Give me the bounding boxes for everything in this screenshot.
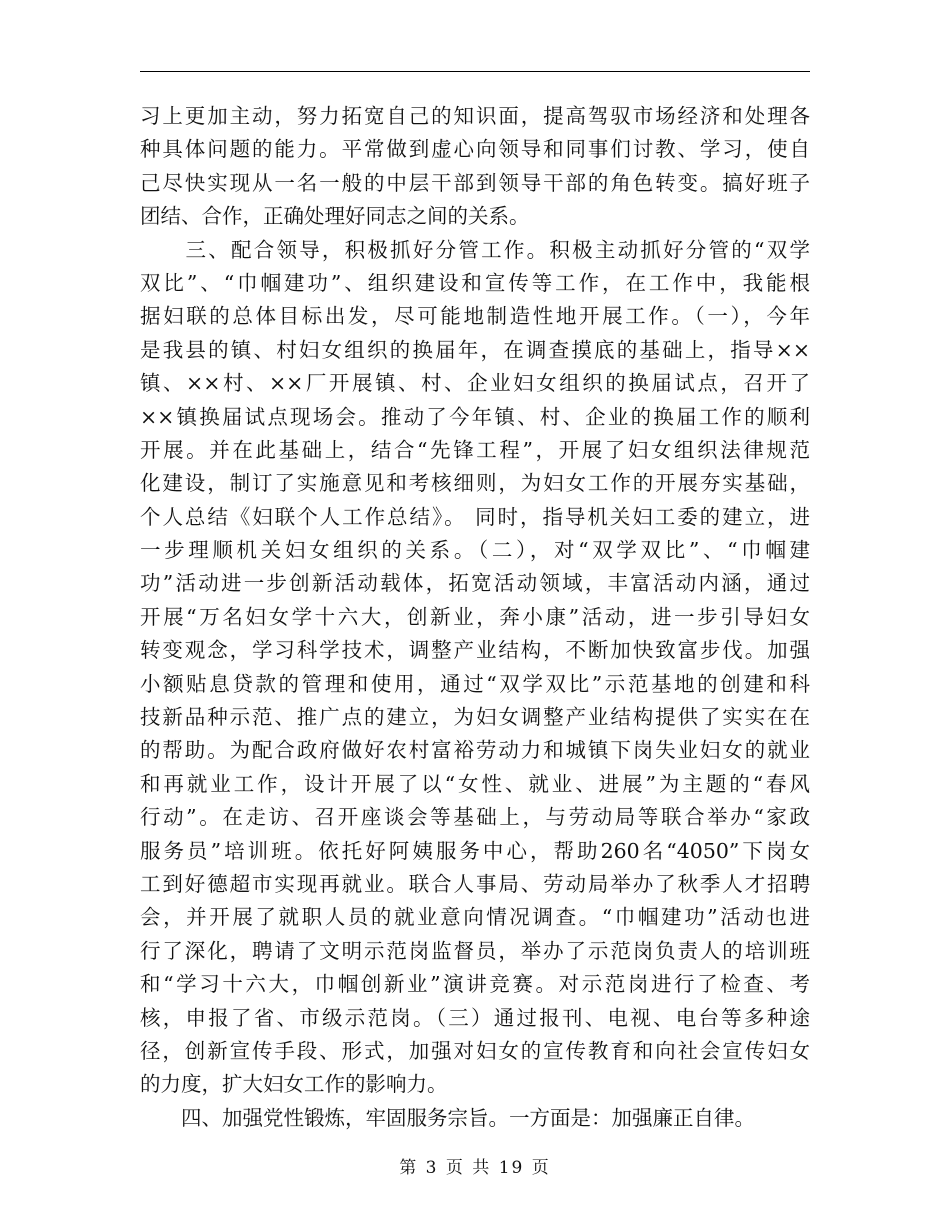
text-line: 团结、合作，正确处理好同志之间的关系。 bbox=[140, 204, 530, 229]
text-line: 的力度，扩大妇女工作的影响力。 bbox=[140, 1072, 448, 1097]
text-line: 己尽快实现从一名一般的中层干部到领导干部的角色转变。搞好班子 bbox=[140, 170, 810, 195]
text-line: 行了深化，聘请了文明示范岗监督员，举办了示范岗负责人的培训班 bbox=[140, 938, 810, 963]
text-line: 是我县的镇、村妇女组织的换届年，在调查摸底的基础上，指导×× bbox=[140, 337, 810, 362]
text-line: 一步理顺机关妇女组织的关系。（二），对“双学双比”、“巾帼建 bbox=[140, 538, 810, 563]
text-line: 开展“万名妇女学十六大，创新业，奔小康”活动，进一步引导妇女 bbox=[140, 604, 810, 629]
text-line: 工到好德超市实现再就业。联合人事局、劳动局举办了秋季人才招聘 bbox=[140, 871, 810, 896]
text-line: ××镇换届试点现场会。推动了今年镇、村、企业的换届工作的顺利 bbox=[140, 404, 810, 429]
text-line: 功”活动进一步创新活动载体，拓宽活动领域，丰富活动内涵，通过 bbox=[140, 571, 810, 596]
text-line: 核，申报了省、市级示范岗。（三）通过报刊、电视、电台等多种途 bbox=[140, 1005, 810, 1030]
text-line: 习上更加主动，努力拓宽自己的知识面，提高驾驭市场经济和处理各 bbox=[140, 104, 810, 128]
text-line: 和再就业工作，设计开展了以“女性、就业、进展”为主题的“春风 bbox=[140, 771, 810, 796]
text-line: 转变观念，学习科学技术，调整产业结构，不断加快致富步伐。加强 bbox=[140, 638, 810, 663]
text-line: 径，创新宣传手段、形式，加强对妇女的宣传教育和向社会宣传妇女 bbox=[140, 1038, 810, 1063]
document-body bbox=[140, 100, 810, 1135]
header-rule bbox=[140, 71, 810, 72]
text-line: 开展。并在此基础上，结合“先锋工程”，开展了妇女组织法律规范 bbox=[140, 437, 810, 462]
text-line: 双比”、“巾帼建功”、组织建设和宣传等工作，在工作中，我能根 bbox=[140, 270, 810, 295]
text-line: 会，并开展了就职人员的就业意向情况调查。“巾帼建功”活动也进 bbox=[140, 905, 810, 930]
text-line: 个人总结《妇联个人工作总结》。 同时，指导机关妇工委的建立，进 bbox=[140, 504, 810, 529]
text-line: 行动”。在走访、召开座谈会等基础上，与劳动局等联合举办“家政 bbox=[140, 805, 810, 830]
text-line: 化建设，制订了实施意见和考核细则，为妇女工作的开展夯实基础， bbox=[140, 471, 810, 496]
text-line: 四、加强党性锻炼，牢固服务宗旨。一方面是：加强廉正自律。 bbox=[140, 1105, 755, 1130]
text-line: 的帮助。为配合政府做好农村富裕劳动力和城镇下岗失业妇女的就业 bbox=[140, 738, 810, 763]
text-line: 种具体问题的能力。平常做到虚心向领导和同事们讨教、学习，使自 bbox=[140, 137, 810, 162]
page-number: 第 3 页 共 19 页 bbox=[399, 1158, 551, 1178]
text-line: 和“学习十六大，巾帼创新业”演讲竞赛。对示范岗进行了检查、考 bbox=[140, 972, 810, 997]
text-line: 镇、××村、××厂开展镇、村、企业妇女组织的换届试点，召开了 bbox=[140, 371, 810, 396]
text-line: 据妇联的总体目标出发，尽可能地制造性地开展工作。（一），今年 bbox=[140, 304, 810, 329]
text-line: 服务员”培训班。依托好阿姨服务中心，帮助260名“4050”下岗女 bbox=[140, 838, 810, 863]
text-line: 技新品种示范、推广点的建立，为妇女调整产业结构提供了实实在在 bbox=[140, 705, 810, 730]
text-line: 三、配合领导，积极抓好分管工作。积极主动抓好分管的“双学 bbox=[140, 237, 810, 262]
text-line: 小额贴息贷款的管理和使用，通过“双学双比”示范基地的创建和科 bbox=[140, 671, 810, 696]
